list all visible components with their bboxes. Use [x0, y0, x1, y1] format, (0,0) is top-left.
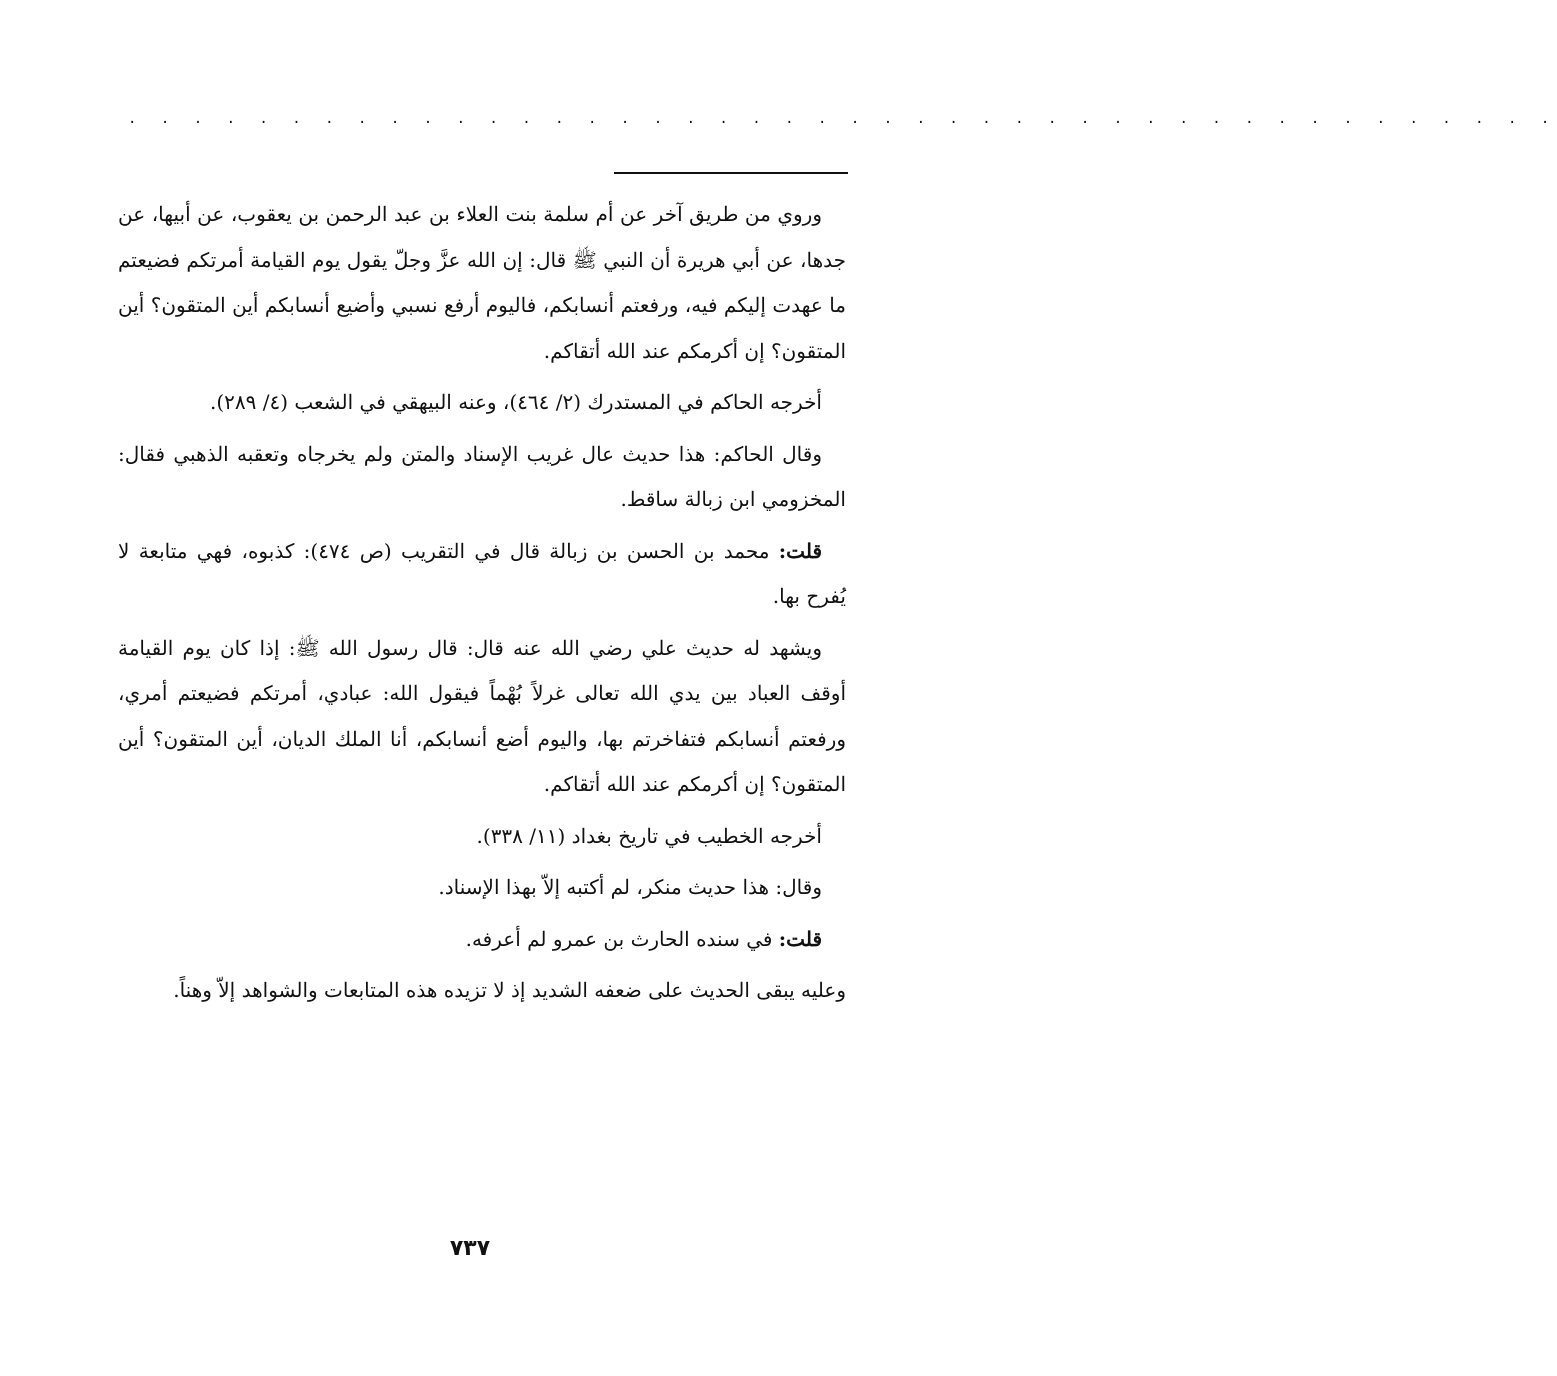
paragraph-6-text: أخرجه الخطيب في تاريخ بغداد (١١/ ٣٣٨). — [476, 823, 822, 848]
paragraph-5 — [118, 626, 846, 808]
paragraph-3 — [118, 432, 846, 523]
paragraph-9-text: وعليه يبقى الحديث على ضعفه الشديد إذ لا تزيده هذه المتابعات والشواهد إلاّ وهناً. — [173, 978, 846, 1002]
paragraph-4 — [118, 529, 846, 620]
footnote-rule — [614, 172, 848, 174]
paragraph-7-text: وقال: هذا حديث منكر، لم أكتبه إلاّ بهذا الإسناد. — [438, 875, 822, 899]
paragraph-1-text: وروي من طريق آخر عن أم سلمة بنت العلاء بن عبد الرحمن بن يعقوب، عن أبيها، عن جدها، عن أبي هريرة أن النبي ﷺ قال: إن الله عزَّ وجلّ يقول يوم القيامة أمرتكم فضيعتم ما عهدت إليكم فيه، ورفعتم أنسابكم، فاليوم أرفع نسبي وأضيع أنسابكم أين المتقون؟ أين المتقون؟ إن أكرمكم عند الله أتقاكم. — [118, 202, 846, 363]
page-number: ٧٣٧ — [449, 1236, 491, 1261]
paragraph-3-text: وقال الحاكم: هذا حديث عال غريب الإسناد والمتن ولم يخرجاه وتعقبه الذهبي فقال: المخزومي ابن زبالة ساقط. — [118, 441, 846, 511]
paragraph-7 — [118, 865, 846, 911]
page-body — [118, 192, 846, 1020]
paragraph-1 — [118, 192, 846, 374]
paragraph-5-text: ويشهد له حديث علي رضي الله عنه قال: قال رسول الله ﷺ: إذا كان يوم القيامة أوقف العباد بين يدي الله تعالى غرلاً بُهْماً فيقول الله: عبادي، أمرتكم فضيعتم أمري، ورفعتم أنسابكم فتفاخرتم بها، واليوم أضع أنسابكم، أنا الملك الديان، أين المتقون؟ أين المتقون؟ إن أكرمكم عند الله أتقاكم. — [118, 635, 846, 796]
dotted-separator: . . . . . . . . . . . . . . . . . . . . . . . . . . . . . . . . . . . . . . . . . . . . — [128, 111, 1557, 127]
paragraph-6 — [118, 814, 846, 860]
paragraph-2-text: أخرجه الحاكم في المستدرك (٢/ ٤٦٤)، وعنه البيهقي في الشعب (٤/ ٢٨٩). — [209, 390, 822, 414]
paragraph-8-lead: قلت: — [778, 926, 822, 951]
paragraph-4-text: محمد بن الحسن بن زبالة قال في التقريب (ص ٤٧٤): كذبوه، فهي متابعة لا يُفرح بها. — [118, 538, 846, 608]
paragraph-8 — [118, 917, 846, 963]
paragraph-4-lead: قلت: — [778, 538, 822, 563]
paragraph-8-text: في سنده الحارث بن عمرو لم أعرفه. — [465, 926, 779, 951]
paragraph-2 — [118, 380, 846, 426]
paragraph-9 — [118, 968, 846, 1014]
